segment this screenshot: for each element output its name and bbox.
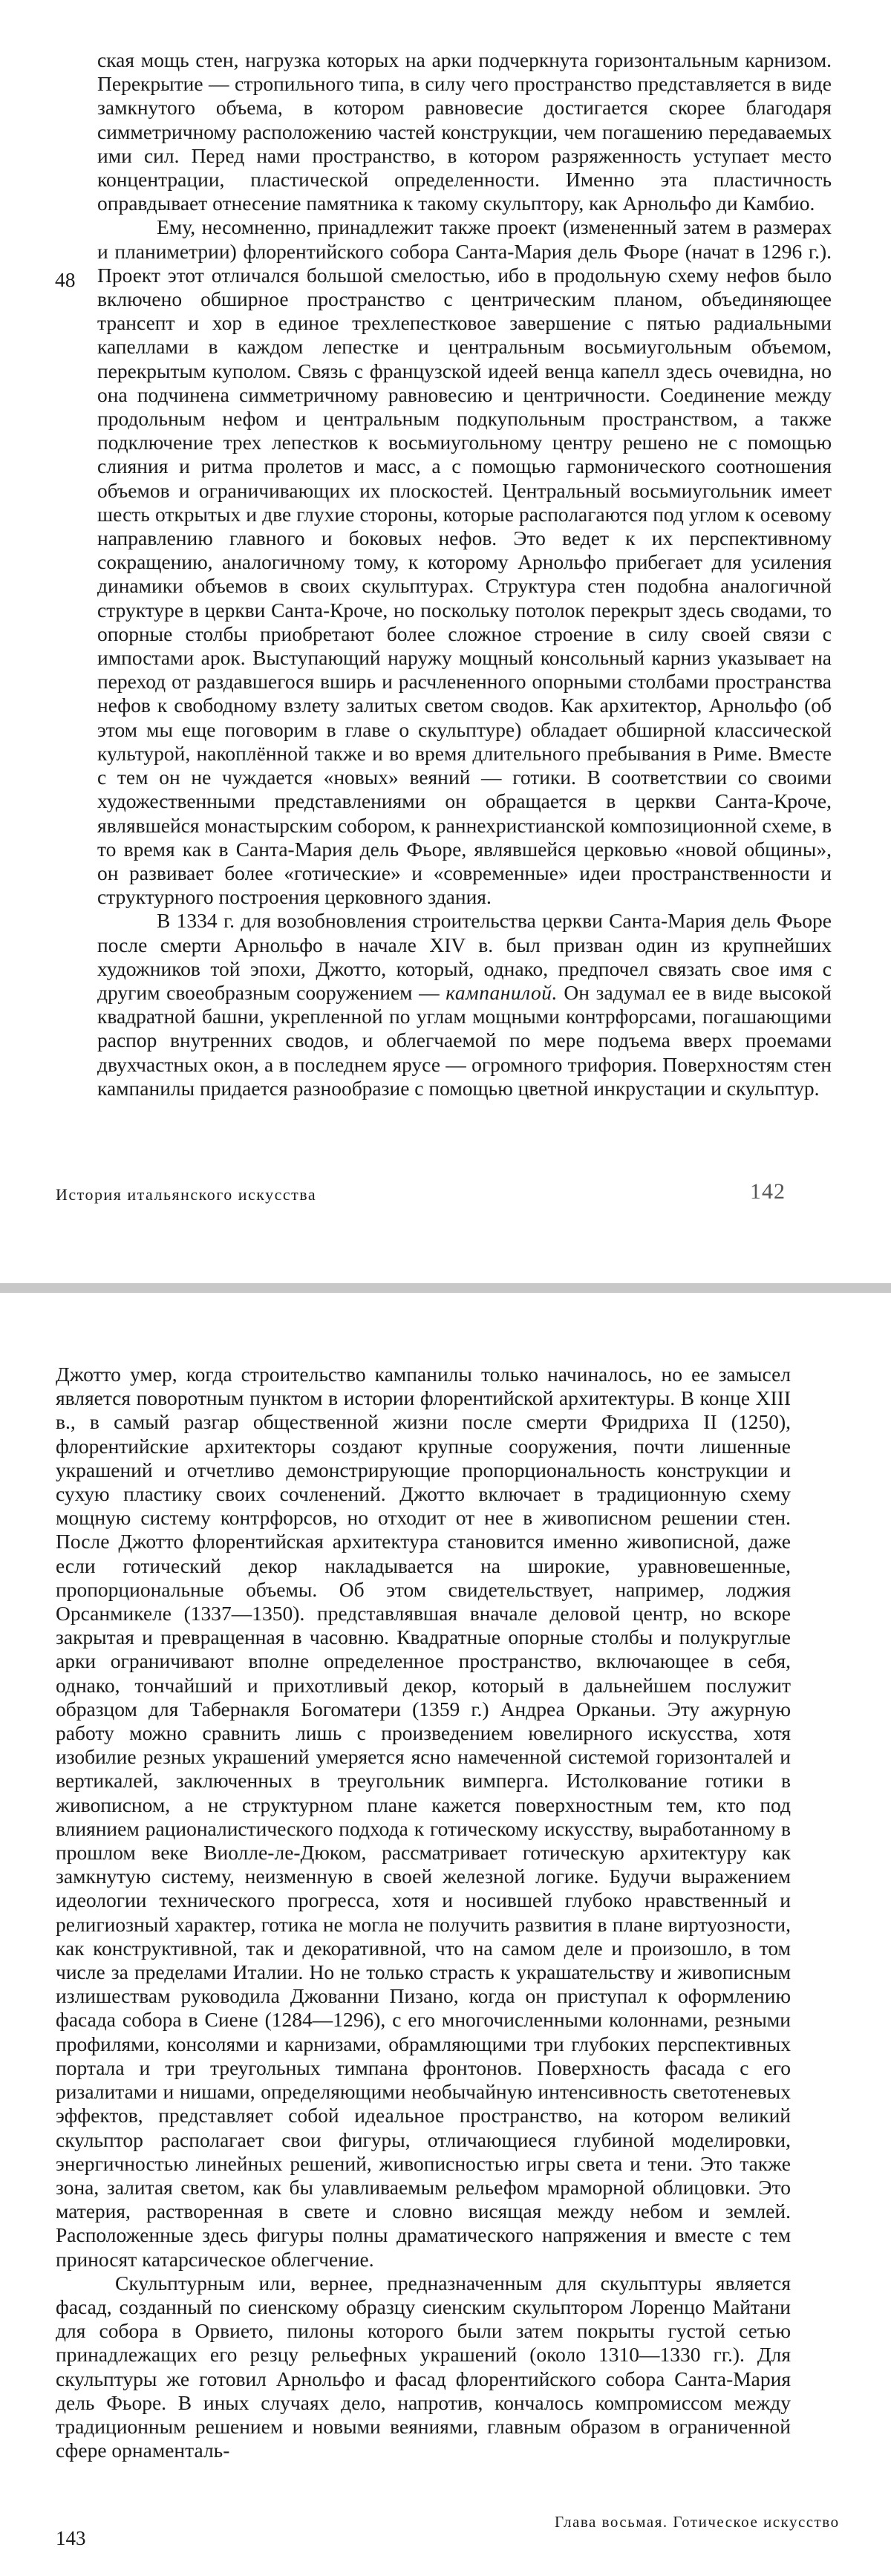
paragraph: Джотто умер, когда строительство кампанилы только начиналось, но ее замысел является поворотным пунктом в истории флорентийской архитектуры. В конце XIII в., в самый разгар общественной жизни после смерти Фридриха II (1250), флорентийские архитекторы создают крупные сооружения, почти лишенные украшений и отчетливо демонстрирующие пропорциональность конструкции и сухую пластику своих сочленений. Джотто включает в традиционную схему мощную систему контрфорсов, но отходит от нее в живописном решении стен. После Джотто флорентийская архитектура становится именно живописной, даже если готический декор накладывается на широкие, уравновешенные, пропорциональные объемы. Об этом свидетельствует, например, лоджия Орсанмикеле (1337—1350). представлявшая вначале деловой центр, но вскоре закрытая и превращенная в часовню. Квадратные опорные столбы и полукруглые арки ограничивают вполне определенное пространство, включающее в себя, однако, тончайший и прихотливый декор, который в дальнейшем послужит образцом для Табернакля Богоматери (1359 г.) Андреа Орканьи. Эту ажурную работу можно сравнить лишь с произведением ювелирного искусства, хотя изобилие резных украшений умеряется ясно намеченной системой горизонталей и вертикалей, заключенных в треугольник вимперга. Истолкование готики в живописном, а не структурном плане кажется поверхностным тем, кто под влиянием рационалистического подхода к готическому искусству, выработанному в прошлом веке Виолле-ле-Дюком, рассматривает готическую архитектуру как замкнутую систему, неизменную в своей железной логике. Будучи выражением идеологии технического прогресса, хотя и носившей глубоко нравственный и религиозный характер, готика не могла не получить развития в плане виртуозности, как конструктивной, так и декоративной, что на самом деле и произошло, в том числе за пределами Италии. Но не только страсть к украшательству и живописным излишествам руководила Джованни Пизано, когда он приступал к оформлению фасада собора в Сиене (1284—1296), с его многочисленными колоннами, резными профилями, консолями и карнизами, обрамляющими три глубоких перспективных портала и три треугольных тимпана фронтонов. Поверхность фасада с его ризалитами и нишами, определяющими необычайную интенсивность светотеневых эффектов, представляет собой идеальное пространство, на котором великий скульптор располагает свои фигуры, отличающиеся глубиной моделировки, энергичностью линейных решений, живописностью игры света и тени. Это также зона, залитая светом, как бы улавливаемым рельефом мраморной облицовки. Это материя, растворенная в свете и словно висящая между небом и землей. Расположенные здесь фигуры полны драматического напряжения и вместе с тем приносят катарсическое облегчение. xyxy=(56,1363,791,2271)
page-number: 143 xyxy=(56,2527,86,2549)
main-text xyxy=(56,1363,791,2462)
running-title: История итальянского искусства xyxy=(56,1185,317,1204)
page-142 xyxy=(0,0,891,1283)
paragraph: ская мощь стен, нагрузка которых на арки подчеркнута горизонтальным карнизом. Перекрытие — стропильного типа, в силу чего пространство представляется в виде замкнутого объема, в котором равновесие достигается скорее благодаря симметричному расположению частей конструкции, чем погашению передаваемых ими сил. Перед нами пространство, в котором разряженность уступает место концентрации, пластической определенности. Именно эта пластичность оправдывает отнесение памятника к такому скульптору, как Арнольфо ди Камбио. xyxy=(97,48,832,215)
page-143 xyxy=(0,1293,891,2576)
paragraph: Скульптурным или, вернее, предназначенным для скульптуры является фасад, созданный по сиенскому образцу сиенским скульптором Лоренцо Майтани для собора в Орвието, пилоны которого были затем покрыты густой сетью принадлежащих его резцу рельефных украшений (около 1310—1330 гг.). Для скульптуры же готовил Арнольфо и фасад флорентийского собора Санта-Мария дель Фьоре. В иных случаях дело, напротив, кончалось компромиссом между традиционным решением и новыми веяниями, главным образом в ограниченной сфере орнаменталь- xyxy=(56,2271,791,2462)
paragraph-text: В 1334 г. для возобновления строительства церкви Санта-Мария дель Фьоре после смерти Арнольфо в начале XIV в. был призван один из крупнейших художников той эпохи, Джотто, который, однако, предпочел связать свое имя с другим своеобразным сооружением — xyxy=(97,909,832,1004)
illustration-reference-number: 48 xyxy=(55,268,76,291)
paragraph: Ему, несомненно, принадлежит также проект (измененный затем в размерах и планиметрии) флорентийского собора Санта-Мария дель Фьоре (начат в 1296 г.). Проект этот отличался большой смелостью, ибо в продольную схему нефов было включено обширное пространство с центрическим планом, объединяющее трансепт и хор в единое трехлепестковое завершение с пятью радиальными капеллами в каждом лепестке и центральным восьмиугольным объемом, перекрытым куполом. Связь с французской идеей венца капелл здесь очевидна, но она подчинена симметричному равновесию и центричности. Соединение между продольным нефом и центральным подкупольным пространством, а также подключение трех лепестков к восьмиугольному центру решено не с помощью слияния и ритма пролетов и масс, а с помощью гармонического соотношения объемов и ограничивающих их плоскостей. Центральный восьмиугольник имеет шесть открытых и две глухие стороны, которые располагаются под углом к осевому направлению главного и боковых нефов. Это ведет к их перспективному сокращению, аналогичному тому, к которому Арнольфо прибегает для усиления динамики объемов в своих скульптурах. Структура стен подобна аналогичной структуре в церкви Санта-Кроче, но поскольку потолок перекрыт здесь сводами, то опорные столбы приобретают более сложное строение в силу своей связи с импостами арок. Выступающий наружу мощный консольный карниз указывает на переход от раздавшегося вширь и расчлененного опорными столбами пространства нефов к свободному взлету залитых светом сводов. Как архитектор, Арнольфо (об этом мы еще поговорим в главе о скульптуре) обладает обширной классической культурой, накоплённой также и во время длительного пребывания в Риме. Вместе с тем он не чуждается «новых» веяний — готики. В соответствии со своими художественными представлениями он обращается в церкви Санта-Кроче, являвшейся монастырским собором, к раннехристианской композиционной схеме, в то время как в Санта-Мария дель Фьоре, являвшейся церковью «новой общины», он развивает более «готические» и «современные» идеи пространственности и структурного построения церковного здания. xyxy=(97,215,832,909)
page-number: 142 xyxy=(750,1179,786,1204)
emphasized-term: кампанилой. xyxy=(446,980,558,1004)
paragraph-text: Он задумал ее в виде высокой квадратной башни, укрепленной по углам мощными контрфорсами, погашающими распор внутренних сводов, и облегчаемой по мере подъема вверх проемами двухчастных окон, а в последнем ярусе — огромного трифория. Поверхностям стен кампанилы придается разнообразие с помощью цветной инкрустации и скульптур. xyxy=(97,980,832,1100)
main-text xyxy=(97,48,832,1100)
chapter-title: Глава восьмая. Готическое искусство xyxy=(555,2513,840,2531)
paragraph xyxy=(97,909,832,1100)
page-separator xyxy=(0,1283,891,1293)
